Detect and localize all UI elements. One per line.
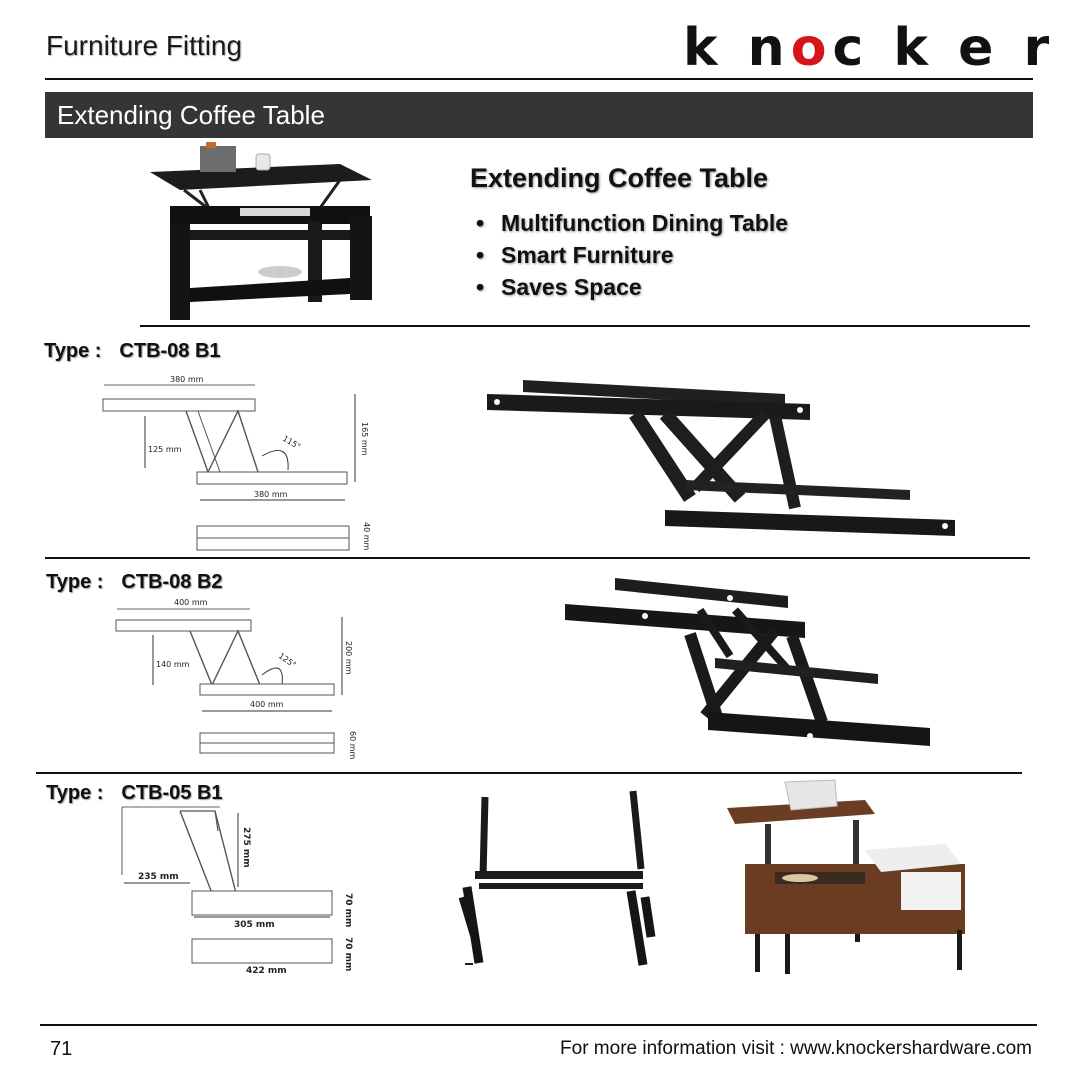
- dim-bottom-length: 380 mm: [254, 490, 288, 499]
- section-divider: [45, 557, 1030, 559]
- type-code: CTB-08 B1: [119, 340, 221, 362]
- coffee-table-image: [140, 142, 380, 324]
- dim-bottom-length: 400 mm: [250, 700, 284, 709]
- dim-lift: 140 mm: [156, 660, 190, 669]
- ctb-05-b1-hinge-photo: [455, 787, 665, 969]
- feature-list: [470, 210, 788, 306]
- dim-angle: 115°: [281, 433, 303, 452]
- section-banner: [45, 92, 1033, 138]
- type-label-ctb-08-b1: Type : CTB-08 B1: [44, 340, 221, 362]
- dim-lift: 125 mm: [148, 445, 182, 454]
- feature-item: • Saves Space: [470, 274, 788, 306]
- dim-closed-length: 422 mm: [246, 966, 287, 976]
- header-divider: [45, 78, 1033, 80]
- lifted-coffee-table-photo: [725, 780, 970, 978]
- dim-reach: 235 mm: [138, 872, 179, 882]
- type-code: CTB-05 B1: [121, 782, 223, 804]
- product-heading: Extending Coffee Table: [470, 163, 769, 193]
- feature-item: • Smart Furniture: [470, 242, 788, 274]
- dim-closed: 60 mm: [348, 731, 357, 760]
- dim-closed: 40 mm: [362, 522, 371, 551]
- dim-top-length: 400 mm: [174, 598, 208, 607]
- type-label-ctb-05-b1: Type : CTB-05 B1: [46, 782, 223, 804]
- footer-divider: [40, 1024, 1037, 1026]
- footer-info-link[interactable]: For more information visit : www.knockershardware.com: [560, 1038, 1032, 1059]
- feature-item: • Multifunction Dining Table: [470, 210, 788, 242]
- banner-title: Extending Coffee Table: [57, 100, 325, 130]
- dim-height: 165 mm: [360, 422, 369, 456]
- page-number: 71: [50, 1038, 73, 1060]
- type-code: CTB-08 B2: [121, 571, 223, 593]
- page-title: Furniture Fitting: [46, 30, 243, 61]
- section-divider: [140, 325, 1030, 327]
- dim-closed-height: 70 mm: [343, 937, 353, 972]
- dim-height: 200 mm: [344, 641, 353, 675]
- brand-logo: k noc k e r: [683, 18, 1056, 78]
- dim-base-length: 305 mm: [234, 920, 275, 930]
- dim-top-length: 380 mm: [170, 375, 204, 384]
- ctb-05-b1-dimension-drawing: [120, 805, 370, 980]
- type-label-ctb-08-b2: Type : CTB-08 B2: [46, 571, 223, 593]
- dim-height: 275 mm: [241, 827, 251, 868]
- ctb-08-b1-dimension-drawing: [100, 370, 380, 555]
- section-divider: [36, 772, 1022, 774]
- dim-base-height: 70 mm: [343, 893, 353, 928]
- dim-angle: 125°: [276, 651, 298, 670]
- ctb-08-b2-hinge-photo: [560, 576, 945, 748]
- ctb-08-b2-dimension-drawing: [110, 595, 380, 760]
- ctb-08-b1-hinge-photo: [485, 378, 960, 538]
